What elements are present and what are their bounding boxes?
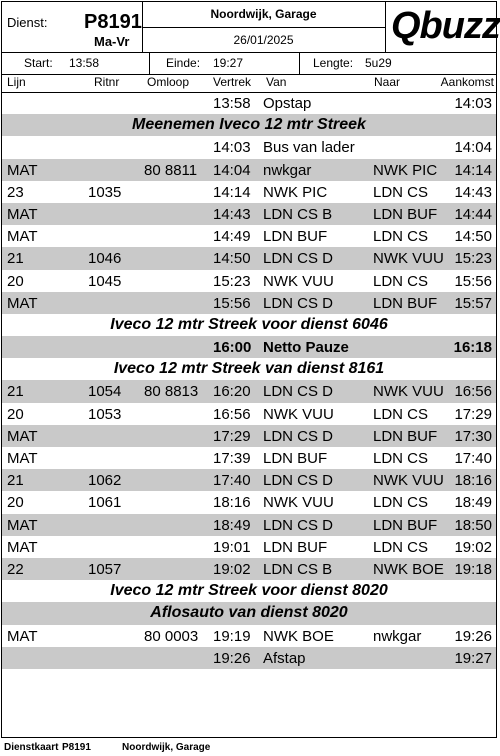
cell-naar: NWK BOE: [373, 560, 444, 578]
cell-ritnr: 1046: [88, 250, 122, 268]
cell-lijn: 20: [7, 494, 24, 512]
table-row: [2, 647, 496, 669]
cell-vertrek: 18:16: [213, 494, 251, 512]
cell-van: LDN BUF: [263, 228, 328, 246]
cell-aankomst: 17:29: [454, 405, 492, 423]
cell-vertrek: 16:20: [213, 383, 251, 401]
cell-naar: LDN CS: [373, 450, 429, 467]
cell-aankomst: 14:44: [454, 205, 492, 223]
col-lijn: Lijn: [7, 75, 26, 89]
cell-ritnr: 1053: [88, 405, 122, 423]
location: Noordwijk, Garage: [142, 2, 385, 28]
lengte-label: Lengte:: [313, 56, 354, 70]
cell-vertrek: 14:43: [213, 205, 251, 223]
pause-row: [2, 336, 496, 358]
section-heading: [2, 314, 496, 336]
table-row: [2, 292, 496, 314]
cell-lijn: 21: [7, 472, 24, 490]
cell-naar: LDN BUF: [373, 294, 438, 312]
cell-vertrek: 19:01: [213, 538, 251, 556]
cell-aankomst: 14:04: [454, 139, 492, 157]
cell-aankomst: 18:50: [454, 516, 492, 534]
card-header: [2, 2, 500, 53]
cell-van: NWK VUU: [263, 272, 334, 290]
col-aankomst: Aankomst: [440, 75, 494, 89]
cell-aankomst: 18:16: [454, 472, 492, 490]
card-footer: [0, 741, 500, 756]
cell-aankomst: 19:02: [454, 538, 492, 556]
cell-lijn: MAT: [7, 450, 38, 467]
table-row: [2, 92, 496, 114]
dienst-number: P8191: [84, 11, 142, 33]
trip-table: [2, 92, 496, 669]
cell-vertrek: 18:49: [213, 516, 251, 534]
cell-naar: NWK VUU: [373, 250, 444, 268]
cell-lijn: 23: [7, 183, 24, 201]
cell-naar: LDN CS: [373, 405, 429, 423]
cell-van: Afstap: [263, 649, 306, 667]
cell-vertrek: 14:14: [213, 183, 251, 201]
start-label: Start:: [24, 56, 53, 70]
cell-aankomst: 14:50: [454, 228, 492, 246]
section-heading-text: Aflosauto van dienst 8020: [150, 604, 348, 622]
cell-naar: LDN CS: [373, 228, 429, 246]
cell-aankomst: 17:40: [454, 450, 492, 467]
cell-ritnr: 1054: [88, 383, 122, 401]
time-info-bar: [2, 52, 496, 75]
section-heading-text: Iveco 12 mtr Streek voor dienst 6046: [110, 315, 388, 333]
cell-aankomst: 19:18: [454, 560, 492, 578]
cell-van: LDN CS D: [263, 516, 334, 534]
cell-naar: LDN CS: [373, 538, 429, 556]
cell-naar: LDN BUF: [373, 427, 438, 445]
table-row: [2, 514, 496, 536]
cell-lijn: MAT: [7, 627, 38, 645]
cell-van: LDN BUF: [263, 538, 328, 556]
cell-aankomst: 15:23: [454, 250, 492, 268]
cell-aankomst: 19:27: [454, 649, 492, 667]
table-row: [2, 247, 496, 269]
einde-value: 19:27: [213, 56, 244, 70]
table-row: [2, 270, 496, 292]
cell-vertrek: 15:23: [213, 272, 251, 290]
cell-vertrek: 19:26: [213, 649, 251, 667]
duty-card: [1, 1, 500, 738]
table-row: [2, 159, 496, 181]
col-ritnr: Ritnr: [94, 75, 120, 89]
cell-van: Opstap: [263, 95, 312, 112]
cell-lijn: 21: [7, 250, 24, 268]
cell-vertrek: 19:02: [213, 560, 251, 578]
cell-vertrek: 17:40: [213, 472, 251, 490]
cell-van: NWK PIC: [263, 183, 328, 201]
cell-van: NWK VUU: [263, 405, 334, 423]
dienst-cell: [2, 2, 143, 52]
table-row: [2, 181, 496, 203]
cell-van: LDN BUF: [263, 450, 328, 467]
cell-ritnr: 1045: [88, 272, 122, 290]
cell-aankomst: 14:14: [454, 161, 492, 179]
cell-aankomst: 15:56: [454, 272, 492, 290]
table-row: [2, 403, 496, 425]
cell-naar: LDN CS: [373, 272, 429, 290]
cell-aankomst: 14:03: [454, 95, 492, 112]
cell-vertrek: 19:19: [213, 627, 251, 645]
footer-dienst-number: P8191: [62, 742, 91, 753]
cell-van: nwkgar: [263, 161, 312, 179]
cell-ritnr: 1035: [88, 183, 122, 201]
section-heading: [2, 580, 496, 602]
table-row: [2, 447, 496, 469]
cell-naar: LDN CS: [373, 183, 429, 201]
cell-aankomst: 15:57: [454, 294, 492, 312]
table-row: [2, 136, 496, 158]
cell-aankomst: 18:49: [454, 494, 492, 512]
dienst-days: Ma-Vr: [94, 34, 130, 49]
table-row: [2, 625, 496, 647]
column-header: [2, 74, 496, 93]
cell-van: LDN CS B: [263, 560, 333, 578]
section-heading-text: Iveco 12 mtr Streek van dienst 8161: [113, 360, 385, 378]
cell-ritnr: 1061: [88, 494, 122, 512]
col-naar: Naar: [374, 75, 401, 89]
section-heading-text: Iveco 12 mtr Streek voor dienst 8020: [110, 582, 388, 600]
cell-lijn: MAT: [7, 161, 38, 179]
cell-naar: LDN CS: [373, 494, 429, 512]
einde-label: Einde:: [166, 56, 201, 70]
section-heading: [2, 114, 496, 136]
cell-lijn: 20: [7, 272, 24, 290]
cell-aankomst: 14:43: [454, 183, 492, 201]
footer-label: Dienstkaart: [4, 742, 59, 753]
table-row: [2, 536, 496, 558]
cell-naar: LDN BUF: [373, 516, 438, 534]
logo-cell: [385, 2, 500, 52]
cell-vertrek: 17:39: [213, 450, 251, 467]
col-van: Van: [266, 75, 287, 89]
cell-van: LDN CS D: [263, 383, 334, 401]
cell-lijn: 22: [7, 560, 24, 578]
qbuzz-logo: Qbuzz: [391, 5, 500, 47]
cell-van: LDN CS D: [263, 250, 334, 268]
cell-vertrek: 17:29: [213, 427, 251, 445]
table-row: [2, 558, 496, 580]
cell-lijn: MAT: [7, 427, 38, 445]
cell-vertrek: 14:03: [213, 139, 251, 157]
cell-omloop: 80 8811: [144, 161, 198, 179]
cell-naar: NWK PIC: [373, 161, 438, 179]
cell-aankomst: 17:30: [454, 427, 492, 445]
cell-lijn: MAT: [7, 538, 38, 556]
cell-van: Netto Pauze: [263, 339, 349, 357]
table-row: [2, 380, 496, 402]
section-heading: [2, 602, 496, 624]
cell-omloop: 80 0003: [144, 627, 199, 645]
section-heading-text: Meenemen Iveco 12 mtr Streek: [132, 116, 366, 134]
location-date-cell: [142, 2, 386, 52]
cell-lijn: 20: [7, 405, 24, 423]
cell-van: LDN CS D: [263, 472, 334, 490]
lengte-value: 5u29: [365, 56, 392, 70]
cell-ritnr: 1057: [88, 560, 122, 578]
date: 26/01/2025: [233, 33, 294, 47]
cell-van: LDN CS D: [263, 294, 334, 312]
table-row: [2, 469, 496, 491]
cell-lijn: MAT: [7, 205, 38, 223]
table-row: [2, 225, 496, 247]
cell-van: LDN CS B: [263, 205, 333, 223]
cell-ritnr: 1062: [88, 472, 122, 490]
dienst-label: Dienst:: [7, 15, 48, 30]
cell-vertrek: 15:56: [213, 294, 251, 312]
table-row: [2, 491, 496, 513]
cell-naar: LDN BUF: [373, 205, 438, 223]
cell-vertrek: 16:00: [213, 339, 252, 357]
cell-vertrek: 14:50: [213, 250, 251, 268]
table-row: [2, 203, 496, 225]
cell-lijn: 21: [7, 383, 24, 401]
cell-van: NWK BOE: [263, 627, 334, 645]
cell-naar: NWK VUU: [373, 383, 444, 401]
table-row: [2, 425, 496, 447]
cell-van: Bus van lader: [263, 139, 355, 157]
cell-vertrek: 14:49: [213, 228, 251, 246]
cell-naar: NWK VUU: [373, 472, 444, 490]
cell-omloop: 80 8813: [144, 383, 199, 401]
col-vertrek: Vertrek: [213, 75, 252, 89]
footer-location: Noordwijk, Garage: [122, 742, 211, 753]
start-value: 13:58: [69, 56, 100, 70]
section-heading: [2, 358, 496, 380]
cell-naar: nwkgar: [373, 627, 422, 645]
cell-aankomst: 19:26: [454, 627, 492, 645]
cell-van: LDN CS D: [263, 427, 334, 445]
cell-vertrek: 16:56: [213, 405, 251, 423]
cell-vertrek: 14:04: [213, 161, 251, 179]
col-omloop: Omloop: [147, 75, 190, 89]
cell-lijn: MAT: [7, 294, 38, 312]
cell-lijn: MAT: [7, 516, 38, 534]
cell-lijn: MAT: [7, 228, 38, 246]
cell-aankomst: 16:18: [453, 339, 492, 357]
cell-vertrek: 13:58: [213, 95, 251, 112]
cell-van: NWK VUU: [263, 494, 334, 512]
cell-aankomst: 16:56: [454, 383, 492, 401]
